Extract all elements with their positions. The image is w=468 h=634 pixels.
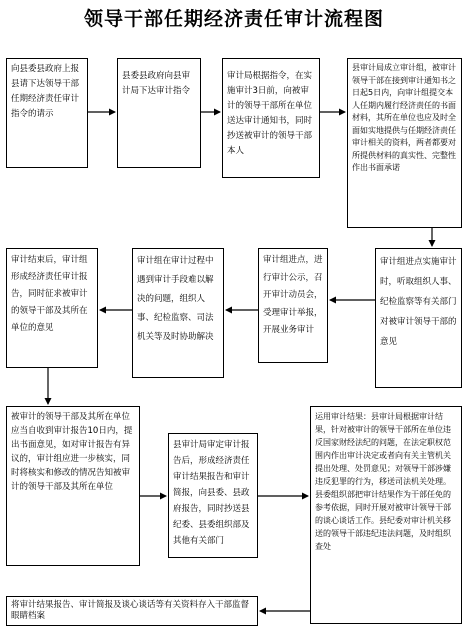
step-assist-box: 审计组在审计过程中遇到审计手段难以解决的问题，组织人事、纪检监察、司法机关等及时协助解决 bbox=[132, 248, 224, 378]
step-application-box: 运用审计结果：县审计局根据审计结果，针对被审计的领导干部所在单位违反国家财经法纪的问题，在法定职权范围内作出审计决定或者向有关主管机关提出处理、处罚意见；对领导干部涉嫌违反犯罪的行为，移送司法机关处理。县委组织部把审计结果作为干部任免的参考依据，同时开展对被审计领导干部的谈心谈话工作。县纪委对审计机关移送的领导干部违纪违法问题，及时组织查处 bbox=[310, 406, 462, 624]
step-archive-box: 将审计结果报告、审计简报及谈心谈话等有关资料存入干部监督眼睛档案 bbox=[6, 596, 258, 626]
step-notice-box: 审计局根据指令，在实施审计3日前，向被审计的领导干部所在单位送达审计通知书，同时抄送被审计的领导干部本人 bbox=[222, 58, 320, 178]
step-report-box: 审计结束后，审计组形成经济责任审计报告，同时征求被审计的领导干部及其所在单位的意见 bbox=[6, 248, 98, 368]
page-title: 领导干部任期经济责任审计流程图 bbox=[83, 8, 384, 30]
step-approval-box: 县审计局审定审计报告后，形成经济责任审计结果报告和审计简报，向县委、县政府报告，同时抄送县纪委、县委组织部及其他有关部门 bbox=[168, 433, 258, 558]
step-directive-box: 县委县政府向县审计局下达审计指令 bbox=[117, 58, 201, 168]
step-opinion-box: 审计组进点实施审计时，听取组织人事、纪检监察等有关部门对被审计领导干部的意见 bbox=[375, 248, 462, 388]
step-team-box: 县审计局成立审计组，被审计领导干部在接到审计通知书之日起5日内，向审计组提交本人任期内履行经济责任的书面材料，其所在单位也应及时全面如实地提供与任期经济责任审计相关的资料，两者都要对所提供材料的真实性、完整性作出书面承诺 bbox=[347, 58, 462, 228]
step-request-box: 向县委县政府上报县请下达领导干部任期经济责任审计指令的请示 bbox=[6, 58, 88, 168]
step-fieldwork-box: 审计组进点，进行审计公示，召开审计动员会，受理审计举报，开展业务审计 bbox=[258, 248, 328, 363]
step-feedback-box: 被审计的领导干部及其所在单位应当自收到审计报告10日内，提出书面意见，如对审计报告有异议的，审计组应进一步核实，同时将核实和修改的情况告知被审计的领导干部及其所在单位 bbox=[6, 406, 140, 566]
